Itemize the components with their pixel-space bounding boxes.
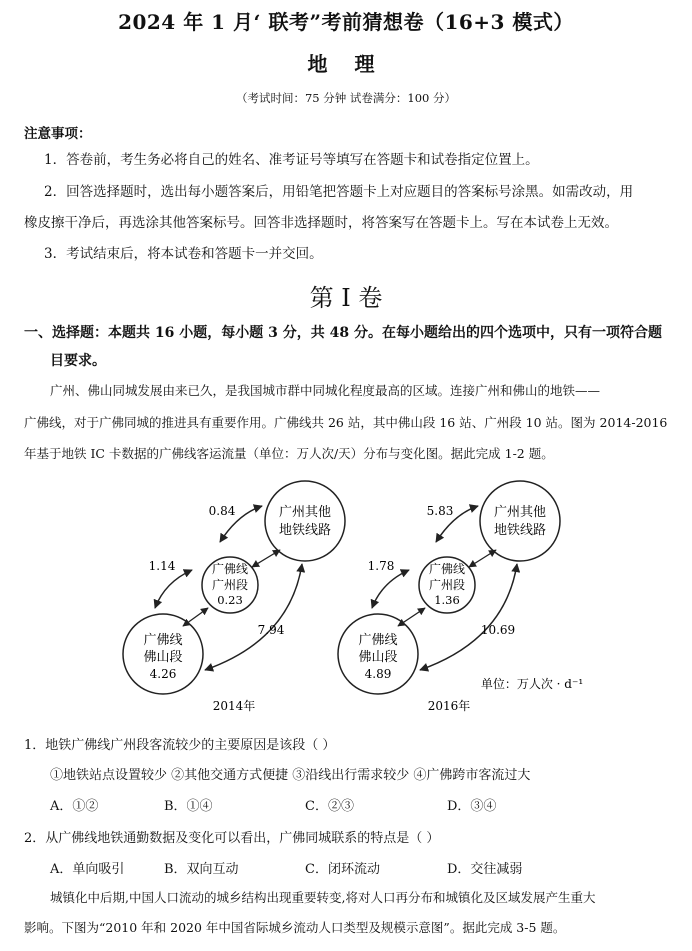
passage-line: 年基于地铁 IC 卡数据的广佛线客运流量（单位：万人次/天）分布与变化图。据此完成 1-2 题。 — [24, 446, 554, 461]
q2-stem: 2．从广佛线地铁通勤数据及变化可以看出，广佛同城联系的特点是（ ） — [24, 831, 440, 846]
option-c: C．②③ — [305, 799, 354, 814]
notice-heading: 注意事项： — [24, 126, 92, 142]
option-d: D．交往减弱 — [447, 862, 523, 877]
notice-item-1: 1．答卷前，考生务必将自己的姓名、准考证号等填写在答题卡和试卷指定位置上。 — [44, 152, 539, 168]
node-label: 佛山段 — [143, 650, 183, 665]
option-d: D．③④ — [447, 799, 497, 814]
notice-item-3: 3．考试结束后，将本试卷和答题卡一并交回。 — [44, 246, 323, 262]
passage-line: 广佛线，对于广佛同城的推进具有重要作用。广佛线共 26 站，其中佛山段 16 站、广州段 10 站。图为 2014-2016 — [24, 415, 668, 430]
flow-value: 10.69 — [480, 623, 516, 637]
diagram-2014 — [123, 481, 345, 713]
subject-title: 地 理 — [307, 52, 385, 76]
node-label: 广州段 — [211, 578, 249, 592]
section-heading-cont: 目要求。 — [50, 353, 106, 369]
option-a: A．单向吸引 — [50, 862, 125, 877]
flow-arrow — [252, 550, 280, 567]
passage-line: 广州、佛山同城发展由来已久，是我国城市群中同城化程度最高的区域。连接广州和佛山的地铁—— — [50, 383, 601, 398]
node-gz-other — [480, 481, 560, 561]
notice-item-2: 2．回答选择题时，选出每小题答案后，用铅笔把答题卡上对应题目的答案标号涂黑。如需改动，用 — [44, 184, 634, 200]
node-label: 广佛线 — [428, 562, 466, 576]
flow-arrow — [155, 570, 192, 608]
option-b: B．①④ — [164, 799, 213, 814]
notice-item-2-cont: 橡皮擦干净后，再选涂其他答案标号。回答非选择题时，将答案写在答题卡上。写在本试卷上无效。 — [24, 215, 618, 231]
node-label: 广佛线 — [358, 633, 398, 648]
node-label: 广州其他 — [493, 505, 547, 520]
q1-statements: ①地铁站点设置较少 ②其他交通方式便捷 ③沿线出行需求较少 ④广佛跨市客流过大 — [50, 768, 531, 783]
node-label: 广佛线 — [143, 633, 183, 648]
value-label: 4.89 — [364, 667, 392, 681]
node-label: 广佛线 — [211, 562, 249, 576]
exam-info: （考试时间：75 分钟 试卷满分：100 分） — [235, 91, 457, 105]
exam-title: 2024 年 1 月‘ 联考”考前猜想卷（16+3 模式） — [118, 10, 574, 34]
value-label: 4.26 — [149, 667, 177, 681]
flow-value: 1.78 — [367, 559, 395, 573]
value-label: 1.36 — [434, 593, 460, 607]
node-label: 地铁线路 — [278, 523, 332, 538]
volume-title: 第 I 卷 — [309, 284, 383, 312]
option-a: A．①② — [50, 799, 99, 814]
node-label: 广州其他 — [278, 505, 332, 520]
flow-value: 0.84 — [208, 504, 236, 518]
value-label: 0.23 — [217, 593, 243, 607]
flow-value: 1.14 — [148, 559, 176, 573]
flow-value: 5.83 — [426, 504, 454, 518]
q1-stem: 1．地铁广佛线广州段客流较少的主要原因是该段（ ） — [24, 738, 336, 753]
year-label: 2014年 — [212, 699, 256, 713]
option-c: C．闭环流动 — [305, 862, 380, 877]
node-gz-other — [265, 481, 345, 561]
flow-arrow — [183, 608, 208, 626]
node-label: 地铁线路 — [493, 523, 547, 538]
passage-line: 影响。下图为“2010 年和 2020 年中国省际城乡流动人口类型及规模示意图”。据此完成 3-5 题。 — [24, 920, 566, 935]
node-label: 佛山段 — [358, 650, 398, 665]
passage-line: 城镇化中后期,中国人口流动的城乡结构出现重要转变,将对人口再分布和城镇化及区域发展产生重大 — [50, 890, 596, 905]
unit-label: 单位：万人次 · d⁻¹ — [480, 677, 584, 691]
flow-arrow — [372, 570, 409, 608]
flow-value: 7.94 — [257, 623, 285, 637]
flow-arrow — [469, 550, 496, 567]
option-b: B．双向互动 — [164, 862, 239, 877]
node-label: 广州段 — [428, 578, 466, 592]
year-label: 2016年 — [427, 699, 471, 713]
flow-arrow — [398, 608, 425, 626]
metro-flow-figure — [0, 470, 692, 720]
section-heading: 一、选择题：本题共 16 小题，每小题 3 分，共 48 分。在每小题给出的四个选项中，只有一项符合题 — [24, 325, 662, 341]
